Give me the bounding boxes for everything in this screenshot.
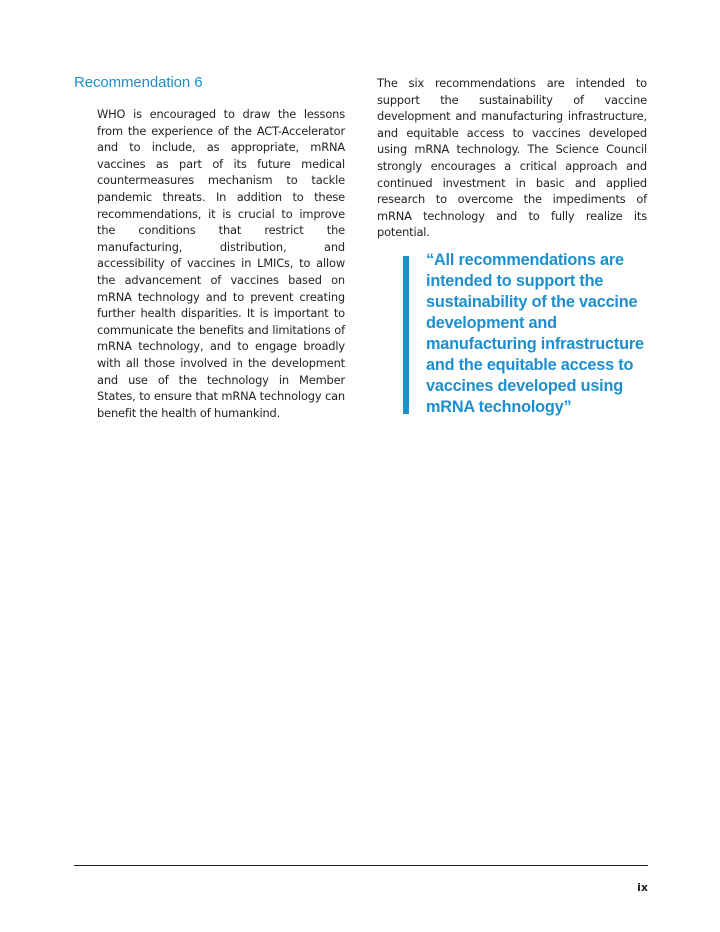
left-column-body: WHO is encouraged to draw the lessons from the experience of the ACT-Accelerator and to include, as appropriate, mRNA vaccines as part of its future medical countermeasures mechanism to tackle pandemic threats. In addition to these recommendations, it is crucial to improve the conditions that restrict the manufacturing, distribution, and accessibility of vaccines in LMICs, to allow the advancement of vaccines based on mRNA technology and to prevent creating further health disparities. It is important to communicate the benefits and limitations of mRNA technology, and to engage broadly with all those involved in the development and use of the technology in Member States, to ensure that mRNA technology can benefit the health of humankind. — [97, 107, 345, 420]
section-heading: Recommendation 6 — [74, 74, 203, 91]
quote-accent-bar — [403, 256, 409, 414]
page-number: ix — [637, 881, 648, 894]
pull-quote-text: “All recommendations are intended to support the sustainability of the vaccine development and manufacturing infrastructure and the equitable access to vaccines developed using mRNA technology” — [426, 251, 644, 416]
right-column-body: The six recommendations are intended to support the sustainability of vaccine development and manufacturing infrastructure, and equitable access to vaccines developed using mRNA technology. The Science Council strongly encourages a critical approach and continued investment in basic and applied research to overcome the impediments of mRNA technology and to fully realize its potential. — [377, 76, 647, 240]
footer-divider — [74, 865, 648, 866]
